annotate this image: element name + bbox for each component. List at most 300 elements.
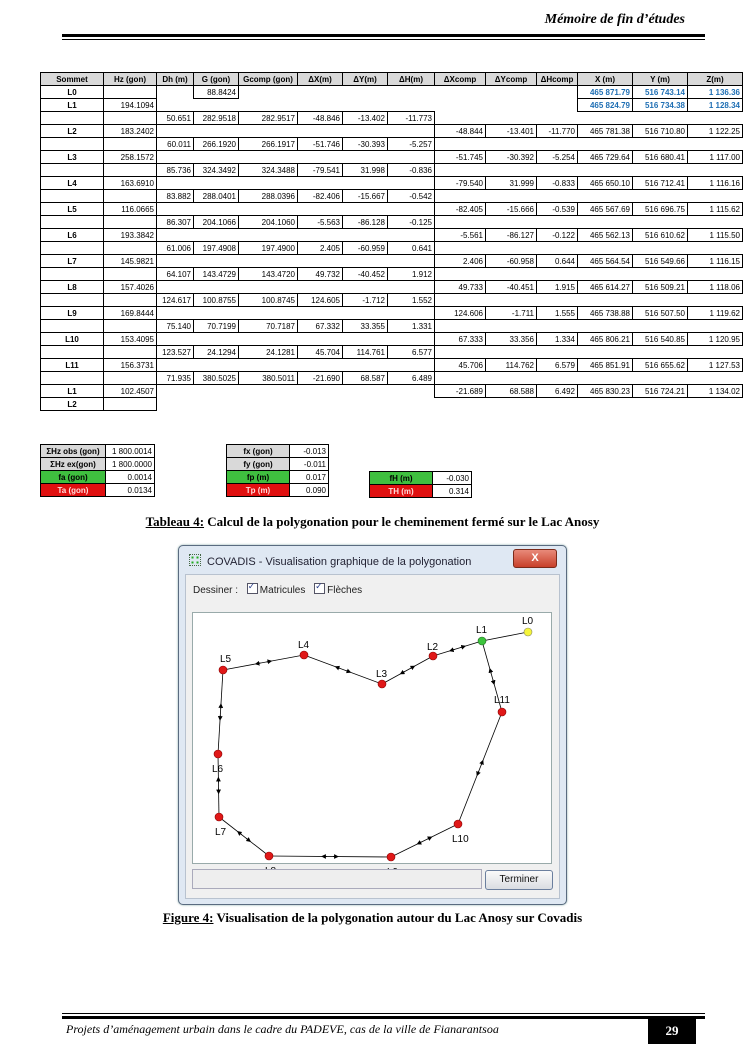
table-cell [578, 268, 633, 281]
table-cell [486, 164, 537, 177]
table-cell [486, 346, 537, 359]
column-header: Z(m) [688, 73, 743, 86]
table-cell [633, 294, 688, 307]
table-cell: 516 710.80 [633, 125, 688, 138]
table-cell: 465 567.69 [578, 203, 633, 216]
table-cell [435, 99, 486, 112]
table-cell [104, 164, 157, 177]
traverse-leg [433, 641, 482, 656]
table-cell: L1 [41, 99, 104, 112]
table-cell: 71.935 [157, 372, 194, 385]
table-cell [343, 177, 388, 190]
table-cell [486, 372, 537, 385]
table-cell: 124.617 [157, 294, 194, 307]
station-point [214, 750, 222, 758]
summary-value: 0.0134 [106, 484, 155, 497]
table-cell [41, 294, 104, 307]
table-cell [104, 268, 157, 281]
table-cell [239, 229, 298, 242]
direction-arrow [493, 679, 494, 682]
table-cell [298, 359, 343, 372]
summary-row [227, 458, 329, 471]
table-cell [298, 385, 343, 398]
column-header: G (gon) [194, 73, 239, 86]
table-cell: 194.1094 [104, 99, 157, 112]
station-point [524, 628, 532, 636]
table-cell [343, 255, 388, 268]
station-label: L5 [220, 654, 232, 665]
station-point [498, 708, 506, 716]
column-header: ΔYcomp [486, 73, 537, 86]
column-header: ΔH(m) [388, 73, 435, 86]
table-cell: L9 [41, 307, 104, 320]
table-cell: 516 696.75 [633, 203, 688, 216]
table-cell: 324.3492 [194, 164, 239, 177]
table-cell [578, 112, 633, 125]
summary-label: ΣHz obs (gon) [41, 445, 106, 458]
table-cell [41, 242, 104, 255]
direction-arrow [460, 647, 463, 648]
table-cell [157, 203, 194, 216]
table-row [41, 125, 743, 138]
table-cell: 193.3842 [104, 229, 157, 242]
table-cell [157, 281, 194, 294]
table-cell: 83.882 [157, 190, 194, 203]
table-cell: 465 830.23 [578, 385, 633, 398]
table-cell: -79.540 [435, 177, 486, 190]
table-cell [298, 307, 343, 320]
table-cell [388, 99, 435, 112]
summary-right-table [369, 471, 472, 498]
station-label: L2 [427, 642, 439, 653]
fleches-label: Flèches [327, 585, 363, 596]
station-point [387, 853, 395, 861]
direction-arrow [410, 667, 413, 669]
direction-arrow [451, 649, 454, 650]
table-cell [435, 242, 486, 255]
table-cell [194, 281, 239, 294]
table-cell [41, 320, 104, 333]
direction-arrow [419, 842, 422, 844]
table-cell [486, 398, 537, 411]
table-row [41, 151, 743, 164]
table-cell [104, 190, 157, 203]
table-cell: 465 851.91 [578, 359, 633, 372]
summary-value: 0.314 [433, 485, 472, 498]
summary-row [227, 471, 329, 484]
table-cell: 1 116.16 [688, 177, 743, 190]
station-label: L3 [376, 669, 388, 680]
table-cell [435, 112, 486, 125]
table-cell [578, 216, 633, 229]
table-cell [343, 151, 388, 164]
table-cell: 75.140 [157, 320, 194, 333]
summary-row [370, 472, 472, 485]
table-cell [343, 281, 388, 294]
table-cell: 282.9517 [239, 112, 298, 125]
table-cell: -86.127 [486, 229, 537, 242]
table-cell [578, 320, 633, 333]
summary-value: -0.013 [290, 445, 329, 458]
table-cell [239, 255, 298, 268]
table-cell: 157.4026 [104, 281, 157, 294]
table-cell [486, 320, 537, 333]
table-cell: L10 [41, 333, 104, 346]
table-cell: 465 562.13 [578, 229, 633, 242]
table-cell [537, 372, 578, 385]
table-row [41, 385, 743, 398]
station-label: L0 [522, 616, 534, 627]
direction-arrow [257, 663, 260, 664]
header-title: Mémoire de fin d’études [544, 12, 685, 27]
table-cell [486, 268, 537, 281]
direction-arrow [337, 667, 340, 668]
summary-label: TH (m) [370, 485, 433, 498]
table-cell [388, 125, 435, 138]
table-cell [578, 242, 633, 255]
table-cell: 6.577 [388, 346, 435, 359]
table-cell: 6.489 [388, 372, 435, 385]
table-cell [435, 164, 486, 177]
summary-label: Ta (gon) [41, 484, 106, 497]
table-cell [435, 372, 486, 385]
table-cell: -0.122 [537, 229, 578, 242]
table-cell: L2 [41, 398, 104, 411]
table-cell: 124.606 [435, 307, 486, 320]
table-cell: 1.912 [388, 268, 435, 281]
table-row [41, 294, 743, 307]
summary-left-table [40, 444, 155, 497]
table-cell [104, 398, 157, 411]
table-cell [157, 86, 194, 99]
table-cell [578, 190, 633, 203]
column-header: ΔX(m) [298, 73, 343, 86]
table-cell: L5 [41, 203, 104, 216]
table-cell: 116.0665 [104, 203, 157, 216]
table-cell [633, 268, 688, 281]
table-row [41, 398, 743, 411]
table-cell [537, 398, 578, 411]
table-cell [537, 242, 578, 255]
table-cell: -11.770 [537, 125, 578, 138]
summary-row [41, 484, 155, 497]
table-cell: 68.588 [486, 385, 537, 398]
table-cell [157, 151, 194, 164]
table-cell: -0.125 [388, 216, 435, 229]
table-row [41, 346, 743, 359]
table-cell [688, 346, 743, 359]
table-cell: -30.392 [486, 151, 537, 164]
table-cell: L1 [41, 385, 104, 398]
table-cell [435, 346, 486, 359]
table-row [41, 268, 743, 281]
summary-value: 1 800.0000 [106, 458, 155, 471]
table-cell [537, 99, 578, 112]
table-cell: 465 871.79 [578, 86, 633, 99]
summary-label: fx (gon) [227, 445, 290, 458]
table-cell [388, 307, 435, 320]
fleches-checkbox[interactable] [314, 583, 325, 594]
table-cell: 183.2402 [104, 125, 157, 138]
table-cell: 516 549.66 [633, 255, 688, 268]
table-cell [104, 320, 157, 333]
table-cell: -15.666 [486, 203, 537, 216]
table-cell [688, 164, 743, 177]
table-cell: 465 806.21 [578, 333, 633, 346]
summary-row [227, 484, 329, 497]
table-cell [435, 320, 486, 333]
table-cell [239, 398, 298, 411]
table-cell: 1 119.62 [688, 307, 743, 320]
table-cell [388, 281, 435, 294]
table-cell: -1.712 [343, 294, 388, 307]
table-cell: 33.356 [486, 333, 537, 346]
table-cell: 49.732 [298, 268, 343, 281]
table-cell: L0 [41, 86, 104, 99]
direction-arrow [239, 833, 242, 835]
column-header: ΔXcomp [435, 73, 486, 86]
table-cell: 88.8424 [194, 86, 239, 99]
table-cell: 85.736 [157, 164, 194, 177]
table-cell [435, 86, 486, 99]
table-cell [486, 216, 537, 229]
table-cell: 266.1920 [194, 138, 239, 151]
table-cell: 1 128.34 [688, 99, 743, 112]
header-rule-thin [62, 39, 705, 40]
summary-row [41, 471, 155, 484]
table-cell [633, 242, 688, 255]
table-cell [298, 99, 343, 112]
table-row [41, 138, 743, 151]
table-row [41, 164, 743, 177]
table-cell [298, 229, 343, 242]
station-point [215, 813, 223, 821]
station-point [219, 666, 227, 674]
traverse-leg [218, 670, 223, 754]
table-cell: -48.844 [435, 125, 486, 138]
table-cell: -5.563 [298, 216, 343, 229]
table-row [41, 307, 743, 320]
table-cell: 465 614.27 [578, 281, 633, 294]
table-cell: 100.8745 [239, 294, 298, 307]
table-cell [688, 112, 743, 125]
table-cell: 1.331 [388, 320, 435, 333]
table-cell [157, 333, 194, 346]
matricules-checkbox[interactable] [247, 583, 258, 594]
window-body [185, 574, 560, 899]
table-cell: -0.836 [388, 164, 435, 177]
table-cell [537, 216, 578, 229]
traverse-leg [269, 856, 391, 857]
table-cell: 31.998 [343, 164, 388, 177]
table-cell: 100.8755 [194, 294, 239, 307]
table-cell [486, 294, 537, 307]
table-cell: -11.773 [388, 112, 435, 125]
table-cell: 204.1060 [239, 216, 298, 229]
table-cell [388, 229, 435, 242]
table-cell [343, 359, 388, 372]
table-cell: 2.406 [435, 255, 486, 268]
terminer-button[interactable]: Terminer [485, 870, 553, 890]
table-cell: 1 136.36 [688, 86, 743, 99]
table-row [41, 359, 743, 372]
table-cell [157, 385, 194, 398]
table-row [41, 320, 743, 333]
table-cell: 324.3488 [239, 164, 298, 177]
table-cell: 153.4095 [104, 333, 157, 346]
table-cell: 1 134.02 [688, 385, 743, 398]
table-cell [486, 190, 537, 203]
table-cell [194, 151, 239, 164]
table-cell [298, 203, 343, 216]
table-cell: 31.999 [486, 177, 537, 190]
table-row [41, 255, 743, 268]
table-cell [298, 177, 343, 190]
table-cell [343, 125, 388, 138]
table-cell: 169.8444 [104, 307, 157, 320]
column-header: ΔHcomp [537, 73, 578, 86]
table-row [41, 86, 743, 99]
table-cell [578, 398, 633, 411]
direction-arrow [478, 771, 479, 774]
table-cell [239, 307, 298, 320]
figure-caption-text: Visualisation de la polygonation autour du Lac Anosy sur Covadis [213, 910, 583, 925]
summary-label: fy (gon) [227, 458, 290, 471]
table-cell: -40.452 [343, 268, 388, 281]
table-cell [633, 372, 688, 385]
table-row [41, 372, 743, 385]
table-cell [41, 268, 104, 281]
table-cell [633, 112, 688, 125]
table-cell [388, 151, 435, 164]
table-cell: L3 [41, 151, 104, 164]
direction-arrow [427, 838, 430, 840]
table-cell [239, 385, 298, 398]
table-cell: -21.690 [298, 372, 343, 385]
table-cell: 1 115.62 [688, 203, 743, 216]
table-cell: 6.492 [537, 385, 578, 398]
table-cell: 24.1294 [194, 346, 239, 359]
table-cell [194, 307, 239, 320]
table-cell [239, 177, 298, 190]
table-cell [298, 125, 343, 138]
table-cell [343, 86, 388, 99]
table-cell: -48.846 [298, 112, 343, 125]
table-cell [537, 320, 578, 333]
table-cell [298, 86, 343, 99]
summary-value: 0.0014 [106, 471, 155, 484]
close-button[interactable]: X [513, 549, 557, 568]
table-cell [486, 112, 537, 125]
table-cell: 1 115.50 [688, 229, 743, 242]
direction-arrow [490, 670, 491, 673]
traverse-leg [458, 712, 502, 824]
table-row [41, 333, 743, 346]
table-cell: 516 734.38 [633, 99, 688, 112]
table-cell: 266.1917 [239, 138, 298, 151]
traverse-leg [382, 656, 433, 684]
station-label: L10 [452, 834, 469, 845]
table-cell [104, 346, 157, 359]
table-row [41, 216, 743, 229]
table-cell: 197.4900 [239, 242, 298, 255]
table-cell [633, 190, 688, 203]
column-header: Y (m) [633, 73, 688, 86]
table-cell: 1 122.25 [688, 125, 743, 138]
table-cell: -13.402 [343, 112, 388, 125]
table-cell: -79.541 [298, 164, 343, 177]
status-bar [192, 869, 482, 889]
table-cell [343, 333, 388, 346]
table-cell [239, 125, 298, 138]
table-cell: 2.405 [298, 242, 343, 255]
footer-rule-thin [62, 1013, 705, 1014]
station-point [429, 652, 437, 660]
table-cell: 145.9821 [104, 255, 157, 268]
table-cell [486, 138, 537, 151]
polygonation-table [40, 72, 743, 411]
column-header: Hz (gon) [104, 73, 157, 86]
table-cell [41, 216, 104, 229]
table-cell [239, 86, 298, 99]
direction-arrow [481, 762, 482, 765]
table-cell [633, 398, 688, 411]
table-cell [41, 190, 104, 203]
table-cell [194, 177, 239, 190]
table-cell [388, 333, 435, 346]
summary-row [370, 485, 472, 498]
table-cell [104, 112, 157, 125]
table-row [41, 177, 743, 190]
table-cell [537, 112, 578, 125]
table-cell [537, 86, 578, 99]
table-cell: 143.4720 [239, 268, 298, 281]
table-cell: 516 680.41 [633, 151, 688, 164]
table-cell [578, 372, 633, 385]
table-cell: 1 116.15 [688, 255, 743, 268]
table-cell [194, 125, 239, 138]
table-cell [157, 229, 194, 242]
table-cell: 45.706 [435, 359, 486, 372]
table-cell: 67.332 [298, 320, 343, 333]
table-cell: 288.0401 [194, 190, 239, 203]
table-cell: -21.689 [435, 385, 486, 398]
summary-mid-table [226, 444, 329, 497]
table-cell [435, 294, 486, 307]
table-cell: 516 509.21 [633, 281, 688, 294]
table-cell [157, 125, 194, 138]
table-cell: -1.711 [486, 307, 537, 320]
polygon-plot [193, 613, 551, 863]
table-cell [41, 346, 104, 359]
table-cell [388, 177, 435, 190]
table-cell [537, 190, 578, 203]
table-cell [435, 398, 486, 411]
table-cell [688, 294, 743, 307]
table-cell [41, 372, 104, 385]
summary-label: Tp (m) [227, 484, 290, 497]
table-cell: 64.107 [157, 268, 194, 281]
table-cell [578, 346, 633, 359]
table-cell [157, 359, 194, 372]
table-cell [239, 333, 298, 346]
table-cell [194, 398, 239, 411]
table-cell: 465 824.79 [578, 99, 633, 112]
draw-options [193, 583, 362, 596]
table-cell: -5.257 [388, 138, 435, 151]
table-cell [157, 398, 194, 411]
summary-value: -0.011 [290, 458, 329, 471]
